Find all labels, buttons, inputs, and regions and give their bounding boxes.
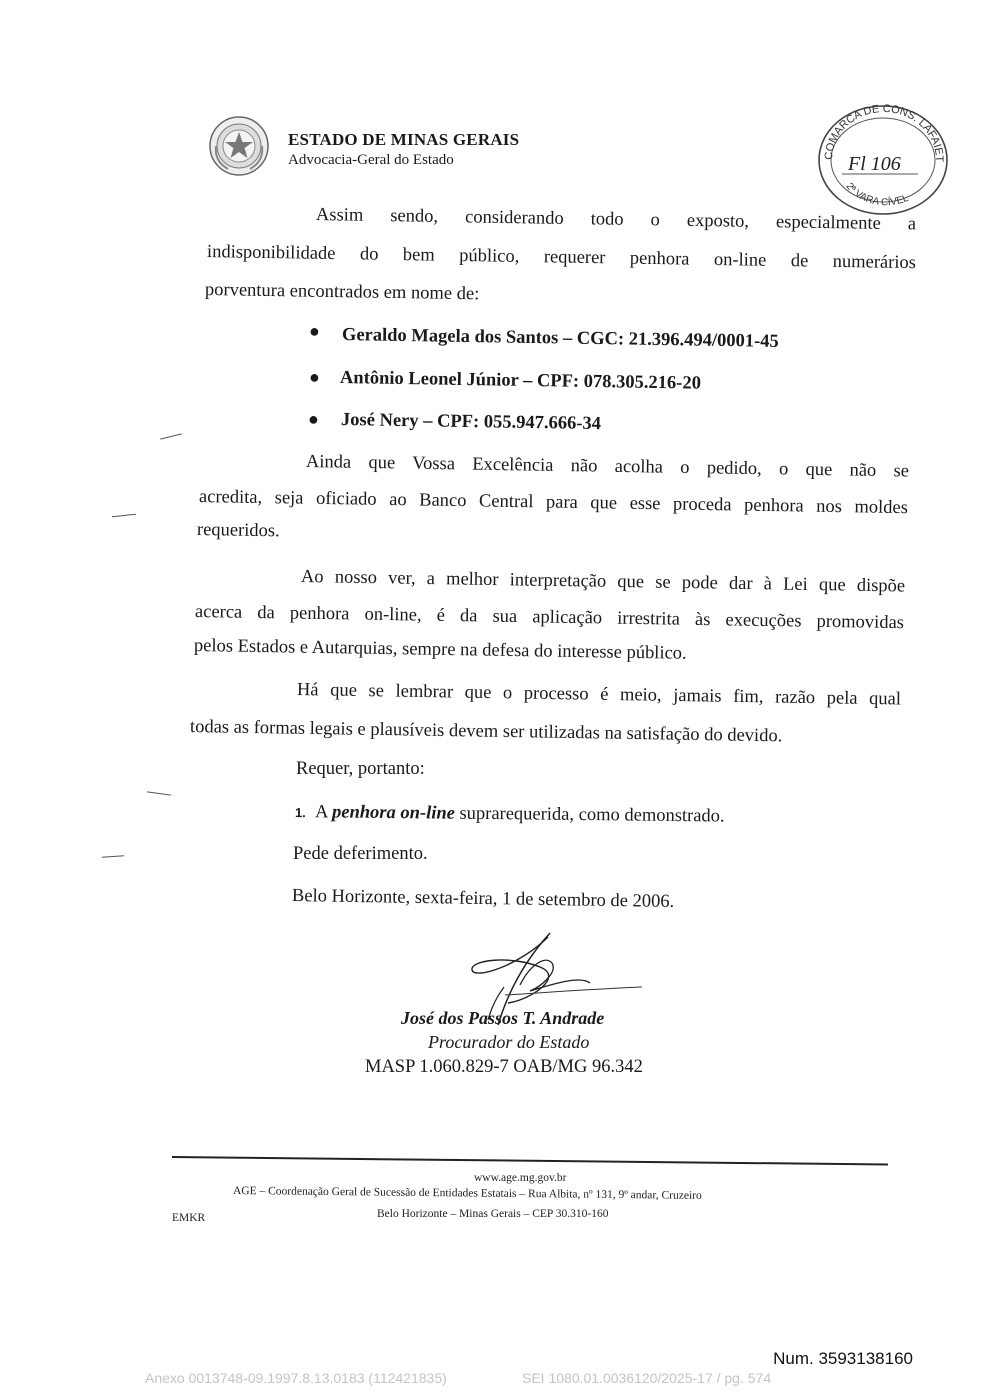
- footer-initials: EMKR: [172, 1212, 206, 1224]
- scan-mark: [147, 791, 171, 795]
- body-p2-line1: Ainda que Vossa Excelência não acolha o pedido, o que não se: [305, 452, 910, 482]
- document-number: Num. 3593138160: [773, 1349, 913, 1368]
- bullet-item-2: Antônio Leonel Júnior – CPF: 078.305.216-20: [339, 368, 702, 394]
- stamp-bottom-text: 2ª VARA CÍVEL: [843, 180, 911, 209]
- body-p2-line3: requeridos.: [196, 520, 280, 542]
- footer-website: www.age.mg.gov.br: [474, 1172, 567, 1184]
- body-p3-line2: acerca da penhora on-line, é da sua aplicação irrestrita às execuções promovidas: [194, 602, 905, 634]
- body-p4-line2: todas as formas legais e plausíveis devem ser utilizadas na satisfação do devido.: [189, 717, 783, 747]
- pede-deferimento: Pede deferimento.: [293, 844, 428, 864]
- stamp-top-text: COMARCA DE CONS. LAFAIET: [822, 102, 946, 163]
- state-coat-of-arms: [208, 115, 270, 177]
- bullet-dot: ●: [309, 367, 320, 387]
- signer-registration: MASP 1.060.829-7 OAB/MG 96.342: [365, 1057, 643, 1077]
- bullet-dot: ●: [308, 409, 319, 429]
- request-item-number: 1.: [294, 805, 306, 821]
- body-p2-line2: acredita, seja oficiado ao Banco Central para que esse proceda penhora nos moldes: [198, 487, 909, 519]
- signer-name: José dos Passos T. Andrade: [401, 1008, 605, 1028]
- stamp-folio-number: Fl 106: [848, 153, 901, 175]
- body-p3-line1: Ao nosso ver, a melhor interpretação que se pode dar à Lei que dispõe: [300, 567, 906, 597]
- bullet-item-1: Geraldo Magela dos Santos – CGC: 21.396.494/0001-45: [341, 325, 779, 352]
- request-item-1: 1. A penhora on-line suprarequerida, como demonstrado.: [294, 802, 725, 827]
- sei-reference: SEI 1080.01.0036120/2025-17 / pg. 574: [522, 1370, 772, 1386]
- body-p1-line1: Assim sendo, considerando todo o exposto, especialmente a: [315, 205, 917, 235]
- body-p3-line3: pelos Estados e Autarquias, sempre na defesa do interesse público.: [193, 636, 687, 664]
- footer-divider: [172, 1156, 888, 1165]
- body-p1-line3: porventura encontrados em nome de:: [204, 280, 480, 305]
- date-line: Belo Horizonte, sexta-feira, 1 de setembro de 2006.: [291, 886, 675, 913]
- annex-reference: Anexo 0013748-09.1997.8.13.0183 (112421835): [145, 1370, 447, 1386]
- request-item-emphasis: penhora on-line: [331, 802, 456, 824]
- signer-role: Procurador do Estado: [428, 1032, 590, 1052]
- header-agency-name: Advocacia-Geral do Estado: [288, 152, 454, 168]
- bullet-item-3: José Nery – CPF: 055.947.666-34: [340, 410, 602, 435]
- header-state-name: ESTADO DE MINAS GERAIS: [288, 130, 520, 149]
- scan-mark: [102, 855, 124, 858]
- scan-mark: [160, 433, 182, 439]
- body-p4-line1: Há que se lembrar que o processo é meio, jamais fim, razão pela qual: [296, 680, 902, 710]
- court-folio-stamp: [814, 100, 952, 218]
- body-p1-line2: indisponibilidade do bem público, requerer penhora on-line de numerários: [206, 242, 917, 274]
- footer-address-line1: AGE – Coordenação Geral de Sucessão de Entidades Estatais – Rua Albita, nº 131, 9º andar, Cruzeiro: [232, 1185, 702, 1202]
- bullet-dot: ●: [309, 321, 320, 341]
- footer-address-line2: Belo Horizonte – Minas Gerais – CEP 30.310-160: [377, 1208, 609, 1220]
- scan-mark: [112, 514, 136, 518]
- requer-line: Requer, portanto:: [296, 759, 425, 779]
